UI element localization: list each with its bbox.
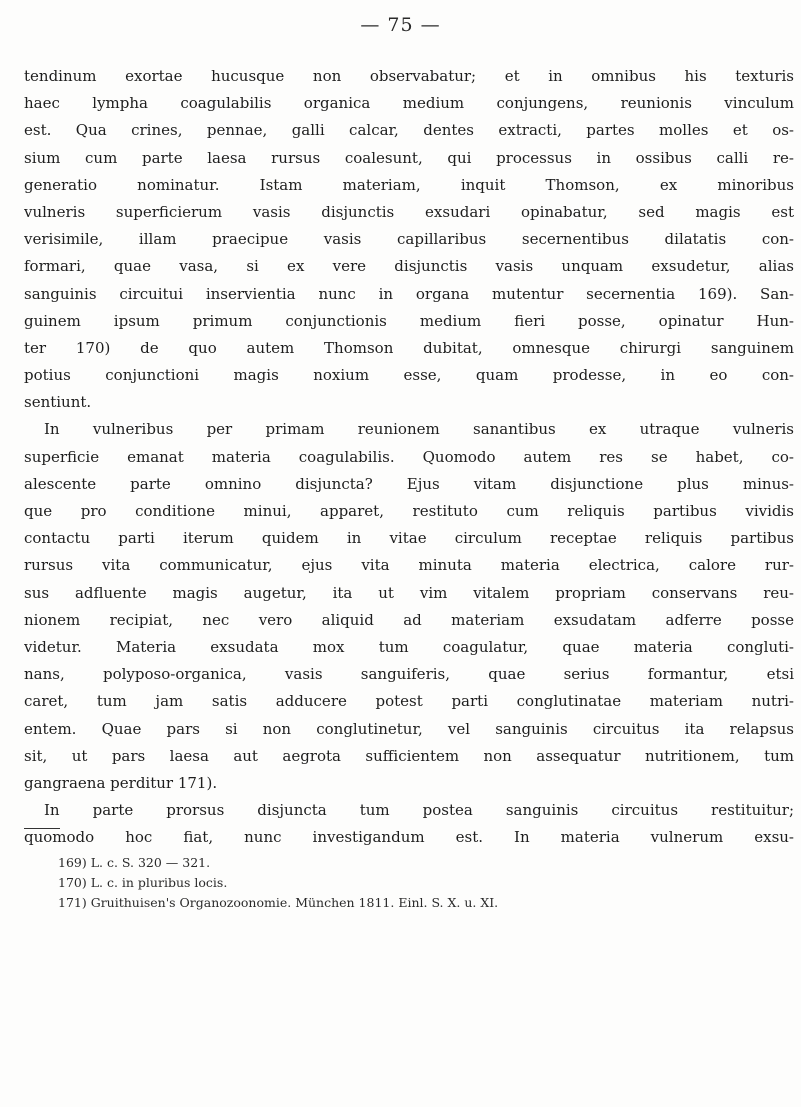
text-line: sentiunt. — [24, 393, 92, 412]
body-text — [24, 63, 794, 851]
text-line: sium cum parte laesa rursus coalesunt, qui processus in ossibus calli re- — [24, 148, 794, 167]
text-line: guinem ipsum primum conjunctionis medium fieri posse, opinatur Hun- — [24, 311, 794, 330]
text-line: sit, ut pars laesa aut aegrota sufficientem non assequatur nutritionem, tum — [24, 746, 794, 765]
text-line: tendinum exortae hucusque non observabatur; et in omnibus his texturis — [24, 67, 794, 85]
footnote: 171) Gruithuisen's Organozoonomie. München 1811. Einl. S. X. u. XI. — [58, 895, 499, 910]
text-line: alescente parte omnino disjuncta? Ejus vitam disjunctione plus minus- — [24, 474, 794, 493]
text-line: rursus vita communicatur, ejus vita minuta materia electrica, calore rur- — [24, 556, 794, 575]
text-line: gangraena perditur 171). — [24, 773, 218, 792]
text-line: caret, tum jam satis adducere potest parti conglutinatae materiam nutri- — [24, 692, 794, 711]
text-line: videtur. Materia exsudata mox tum coagulatur, quae materia congluti- — [24, 637, 794, 656]
text-line: sanguinis circuitui inservientia nunc in organa mutentur secernentia 169). San- — [24, 284, 794, 303]
text-line: sus adfluente magis augetur, ita ut vim vitalem propriam conservans reu- — [24, 583, 794, 602]
footnote-divider — [24, 828, 60, 829]
text-line: In parte prorsus disjuncta tum postea sanguinis circuitus restituitur; — [44, 801, 794, 820]
text-line: In vulneribus per primam reunionem sanantibus ex utraque vulneris — [44, 420, 794, 439]
text-line: vulneris superficierum vasis disjunctis exsudari opinabatur, sed magis est — [24, 202, 794, 221]
text-line: potius conjunctioni magis noxium esse, quam prodesse, in eo con- — [24, 366, 794, 385]
text-line: nans, polyposo-organica, vasis sanguiferis, quae serius formantur, etsi — [24, 665, 794, 684]
text-line: ter 170) de quo autem Thomson dubitat, omnesque chirurgi sanguinem — [24, 338, 794, 357]
text-line: contactu parti iterum quidem in vitae circulum receptae reliquis partibus — [24, 529, 794, 548]
text-line: nionem recipiat, nec vero aliquid ad materiam exsudatam adferre posse — [24, 610, 794, 629]
footnotes — [58, 853, 658, 913]
footnote: 169) L. c. S. 320 — 321. — [58, 855, 211, 870]
text-line: est. Qua crines, pennae, galli calcar, dentes extracti, partes molles et os- — [24, 121, 794, 140]
text-line: entem. Quae pars si non conglutinetur, vel sanguinis circuitus ita relapsus — [24, 719, 794, 738]
text-line: superficie emanat materia coagulabilis. Quomodo autem res se habet, co- — [24, 447, 794, 466]
text-line: quomodo hoc fiat, nunc investigandum est. In materia vulnerum exsu- — [24, 828, 794, 847]
footnote: 170) L. c. in pluribus locis. — [58, 875, 228, 890]
text-line: haec lympha coagulabilis organica medium conjungens, reunionis vinculum — [24, 94, 794, 113]
text-line: verisimile, illam praecipue vasis capillaribus secernentibus dilatatis con- — [24, 230, 794, 249]
text-line: que pro conditione minui, apparet, restituto cum reliquis partibus vividis — [24, 502, 794, 520]
text-line: formari, quae vasa, si ex vere disjunctis vasis unquam exsudetur, alias — [24, 257, 794, 276]
text-line: generatio nominatur. Istam materiam, inquit Thomson, ex minoribus — [24, 175, 794, 194]
page-number: — 75 — — [360, 14, 441, 36]
